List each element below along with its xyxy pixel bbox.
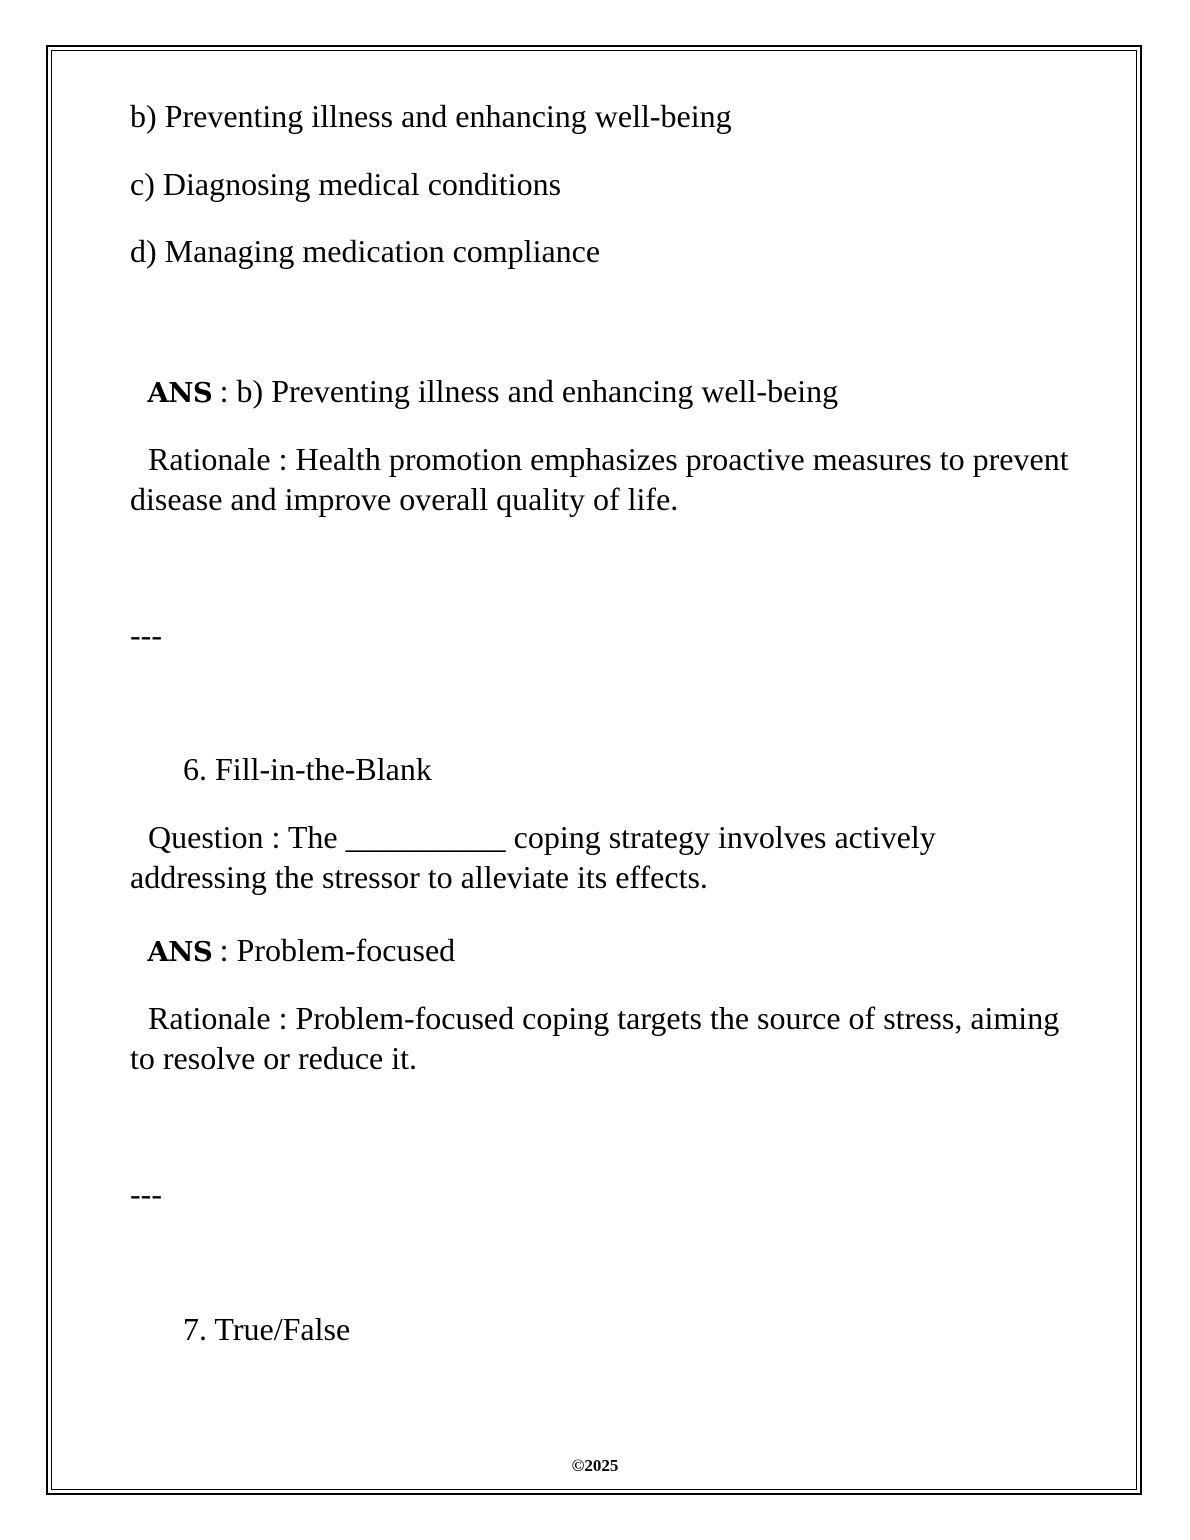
separator: --- <box>130 1176 162 1212</box>
q5-rationale: Rationale : Health promotion emphasizes proactive measures to prevent disease and improve overall quality of life. <box>130 441 1069 517</box>
q6-heading: 6. Fill-in-the-Blank <box>183 751 432 787</box>
option-d: d) Managing medication compliance <box>130 233 601 269</box>
q5-answer <box>148 371 838 414</box>
answer-label: ANS <box>147 378 213 409</box>
q6-rationale: Rationale : Problem-focused coping targets the source of stress, aiming to resolve or reduce it. <box>130 1000 1060 1076</box>
option-b: b) Preventing illness and enhancing well-being <box>130 98 732 134</box>
copyright-footer: ©2025 <box>571 1456 619 1475</box>
option-c: c) Diagnosing medical conditions <box>130 166 562 202</box>
q6-question: Question : The __________ coping strategy involves actively addressing the stressor to alleviate its effects. <box>130 819 936 895</box>
answer-text: : b) Preventing illness and enhancing well-being <box>211 373 839 409</box>
q7-heading: 7. True/False <box>183 1311 351 1347</box>
answer-label: ANS <box>147 937 213 968</box>
q6-answer <box>148 930 455 973</box>
answer-text: : Problem-focused <box>211 932 456 968</box>
separator: --- <box>130 617 162 653</box>
